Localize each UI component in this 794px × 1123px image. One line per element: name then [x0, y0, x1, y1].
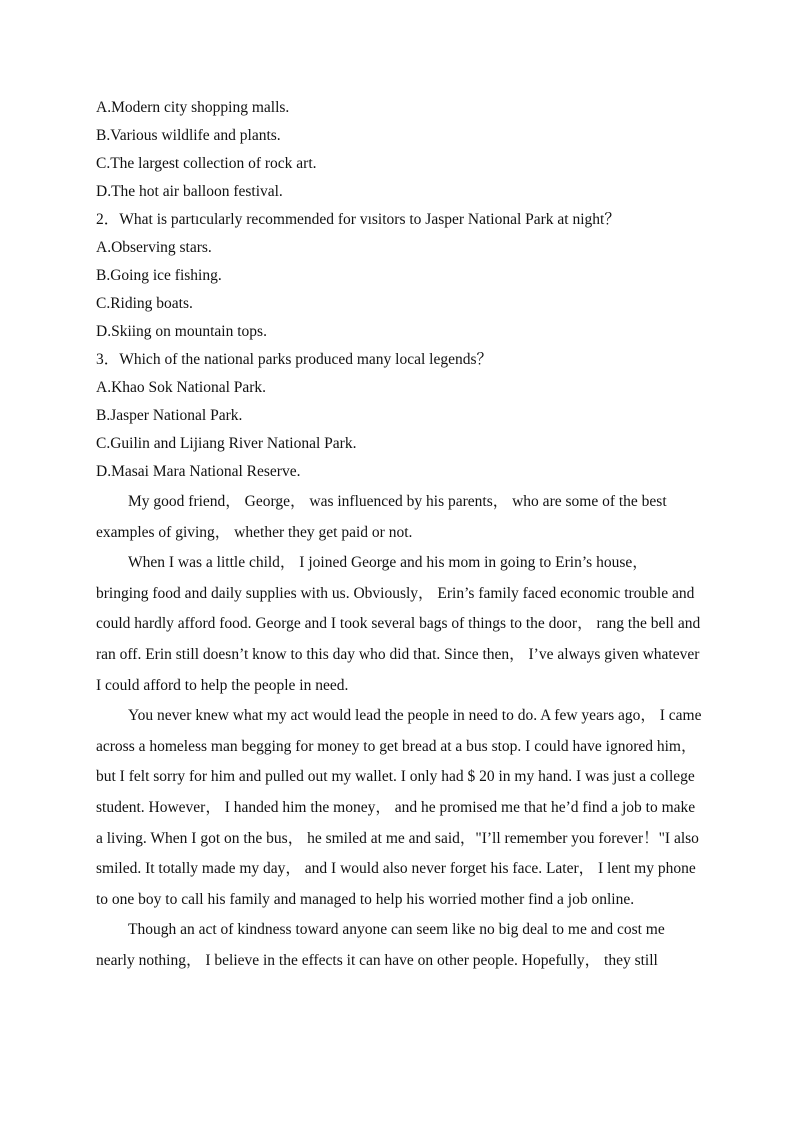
passage-paragraph-1: My good friend， George， was influenced by his parents， who are some of the best examples of giving， whether they get paid or not. [96, 493, 667, 541]
question-2 [96, 206, 702, 346]
q3-option-d: D.Masai Mara National Reserve. [96, 463, 301, 480]
document-page [96, 94, 702, 977]
q2-option-c: C.Riding boats. [96, 295, 193, 312]
q1-option-d: D.The hot air balloon festival. [96, 183, 283, 200]
reading-passage [96, 487, 702, 977]
q2-option-d: D.Skiing on mountain tops. [96, 323, 267, 340]
q1-option-c: C.The largest collection of rock art. [96, 155, 317, 172]
question-1-options [96, 94, 702, 206]
q2-stem: 2．What is partıcularly recommended for vısitors to Jasper National Park at night？ [96, 211, 620, 228]
q3-option-c: C.Guilin and Lijiang River National Park. [96, 435, 357, 452]
q1-option-a: A.Modern city shopping malls. [96, 99, 290, 116]
q2-option-b: B.Going ice fishing. [96, 267, 222, 284]
q3-stem: 3．Which of the national parks produced many local legends？ [96, 351, 492, 368]
passage-paragraph-4: Though an act of kindness toward anyone can seem like no big deal to me and cost me nearly nothing， I believe in the effects it can have on other people. Hopefully， they still [96, 921, 665, 969]
passage-paragraph-2: When I was a little child， I joined George and his mom in going to Erin’s house， bringing food and daily supplies with us. Obviously， Erin’s family faced economic trouble and could hardly afford food. George and I took several bags of things to the door， rang the bell and ran off. Erin still doesn’t know to this day who did that. Since then， I’ve always given whatever I could afford to help the people in need. [96, 554, 701, 694]
q1-option-b: B.Various wildlife and plants. [96, 127, 281, 144]
passage-paragraph-3: You never knew what my act would lead the people in need to do. A few years ago， I came across a homeless man begging for money to get bread at a bus stop. I could have ignored him， but I felt sorry for him and pulled out my wallet. I only had $ 20 in my hand. I was just a college student. However， I handed him the money， and he promised me that he’d find a job to make a living. When I got on the bus， he smiled at me and said，"I’ll remember you forever！"I also smiled. It totally made my day， and I would also never forget his face. Later， I lent my phone to one boy to call his family and managed to help his worried mother find a job online. [96, 707, 702, 908]
q3-option-a: A.Khao Sok National Park. [96, 379, 267, 396]
q2-option-a: A.Observing stars. [96, 239, 212, 256]
question-3 [96, 346, 702, 486]
q3-option-b: B.Jasper National Park. [96, 407, 243, 424]
